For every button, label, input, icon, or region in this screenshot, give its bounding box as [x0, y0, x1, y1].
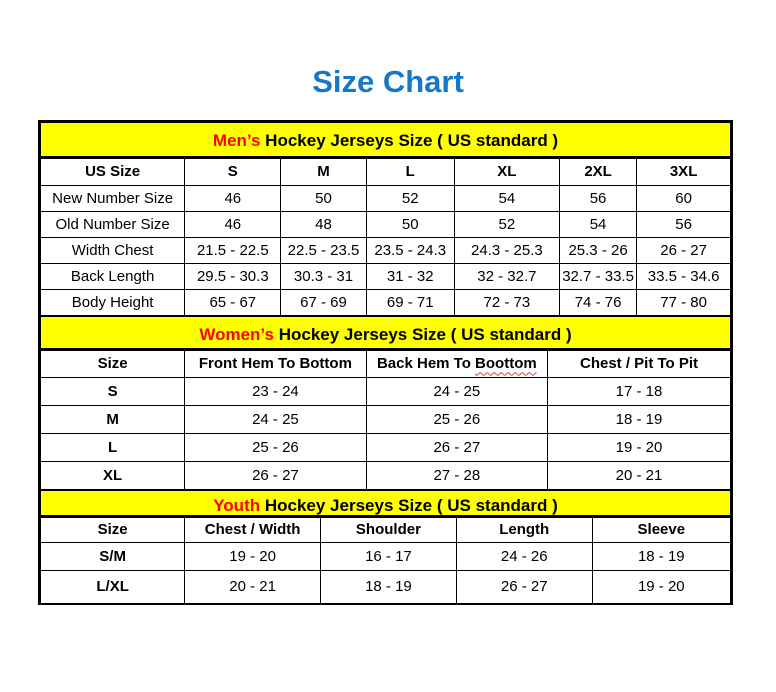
- table-row: [41, 263, 730, 289]
- value-cell: 32.7 - 33.5: [559, 263, 636, 289]
- value-cell: 30.3 - 31: [281, 263, 366, 289]
- value-cell: 56: [559, 185, 636, 211]
- row-label-cell: L/XL: [41, 570, 185, 603]
- value-cell: 46: [185, 185, 281, 211]
- row-label-cell: S/M: [41, 542, 185, 570]
- value-cell: 19 - 20: [548, 433, 730, 461]
- value-cell: 50: [366, 211, 454, 237]
- size-chart-box: [38, 120, 733, 605]
- value-cell: 60: [637, 185, 730, 211]
- value-cell: 23.5 - 24.3: [366, 237, 454, 263]
- table-row: [41, 461, 730, 489]
- value-cell: 18 - 19: [548, 405, 730, 433]
- value-cell: 74 - 76: [559, 289, 636, 315]
- page-title: Size Chart: [312, 64, 464, 99]
- womens-header-misspelled-word: Boottom: [475, 355, 537, 373]
- youth-section-accent-label: Youth: [213, 496, 261, 515]
- row-label-cell: Old Number Size: [41, 211, 185, 237]
- value-cell: 29.5 - 30.3: [185, 263, 281, 289]
- value-cell: 20 - 21: [185, 570, 321, 603]
- mens-header-cell: M: [281, 159, 366, 185]
- mens-section-title-text: Hockey Jerseys Size ( US standard ): [260, 131, 559, 150]
- value-cell: 50: [281, 185, 366, 211]
- youth-header-cell: Shoulder: [321, 518, 457, 542]
- value-cell: 23 - 24: [185, 377, 366, 405]
- value-cell: 54: [559, 211, 636, 237]
- youth-size-table: [41, 518, 730, 603]
- table-row: [41, 237, 730, 263]
- womens-header-cell: [366, 351, 547, 377]
- value-cell: 52: [454, 211, 559, 237]
- row-label-cell: Width Chest: [41, 237, 185, 263]
- value-cell: 24 - 25: [366, 377, 547, 405]
- value-cell: 33.5 - 34.6: [637, 263, 730, 289]
- value-cell: 54: [454, 185, 559, 211]
- table-row: [41, 405, 730, 433]
- value-cell: 69 - 71: [366, 289, 454, 315]
- womens-size-table: [41, 351, 730, 489]
- value-cell: 27 - 28: [366, 461, 547, 489]
- mens-section-header: [41, 123, 730, 159]
- youth-section-title-text: Hockey Jerseys Size ( US standard ): [260, 496, 558, 515]
- value-cell: 18 - 19: [321, 570, 457, 603]
- row-label-cell: S: [41, 377, 185, 405]
- value-cell: 48: [281, 211, 366, 237]
- row-label-cell: L: [41, 433, 185, 461]
- value-cell: 26 - 27: [366, 433, 547, 461]
- youth-header-cell: Size: [41, 518, 185, 542]
- mens-header-cell: L: [366, 159, 454, 185]
- value-cell: 67 - 69: [281, 289, 366, 315]
- value-cell: 25 - 26: [366, 405, 547, 433]
- mens-header-cell: US Size: [41, 159, 185, 185]
- value-cell: 24 - 25: [185, 405, 366, 433]
- value-cell: 22.5 - 23.5: [281, 237, 366, 263]
- table-row: [41, 570, 730, 603]
- mens-section-accent-label: Men’s: [212, 131, 261, 150]
- value-cell: 26 - 27: [637, 237, 730, 263]
- womens-header-cell: Size: [41, 351, 185, 377]
- youth-header-cell: Sleeve: [592, 518, 730, 542]
- womens-header-cell: Chest / Pit To Pit: [548, 351, 730, 377]
- value-cell: 25 - 26: [185, 433, 366, 461]
- mens-header-row: [41, 159, 730, 185]
- value-cell: 19 - 20: [185, 542, 321, 570]
- value-cell: 26 - 27: [185, 461, 366, 489]
- womens-header-back-hem-text: Back Hem To: [376, 355, 476, 373]
- value-cell: 21.5 - 22.5: [185, 237, 281, 263]
- table-row: [41, 289, 730, 315]
- value-cell: 18 - 19: [592, 542, 730, 570]
- value-cell: 31 - 32: [366, 263, 454, 289]
- table-row: [41, 433, 730, 461]
- womens-section-accent-label: Women’s: [199, 325, 274, 344]
- row-label-cell: Body Height: [41, 289, 185, 315]
- womens-section-header: [41, 315, 730, 351]
- row-label-cell: Back Length: [41, 263, 185, 289]
- value-cell: 20 - 21: [548, 461, 730, 489]
- youth-section-header: [41, 489, 730, 518]
- womens-header-cell: Front Hem To Bottom: [185, 351, 366, 377]
- value-cell: 46: [185, 211, 281, 237]
- table-row: [41, 211, 730, 237]
- value-cell: 16 - 17: [321, 542, 457, 570]
- mens-header-cell: 3XL: [637, 159, 730, 185]
- womens-header-row: [41, 351, 730, 377]
- youth-header-cell: Length: [456, 518, 592, 542]
- value-cell: 52: [366, 185, 454, 211]
- youth-header-cell: Chest / Width: [185, 518, 321, 542]
- row-label-cell: New Number Size: [41, 185, 185, 211]
- value-cell: 19 - 20: [592, 570, 730, 603]
- value-cell: 17 - 18: [548, 377, 730, 405]
- table-row: [41, 377, 730, 405]
- value-cell: 77 - 80: [637, 289, 730, 315]
- youth-header-row: [41, 518, 730, 542]
- mens-header-cell: 2XL: [559, 159, 636, 185]
- value-cell: 65 - 67: [185, 289, 281, 315]
- mens-header-cell: S: [185, 159, 281, 185]
- row-label-cell: XL: [41, 461, 185, 489]
- mens-size-table: [41, 159, 730, 315]
- value-cell: 26 - 27: [456, 570, 592, 603]
- womens-section-title-text: Hockey Jerseys Size ( US standard ): [273, 325, 572, 344]
- value-cell: 24.3 - 25.3: [454, 237, 559, 263]
- table-row: [41, 185, 730, 211]
- table-row: [41, 542, 730, 570]
- value-cell: 72 - 73: [454, 289, 559, 315]
- value-cell: 56: [637, 211, 730, 237]
- row-label-cell: M: [41, 405, 185, 433]
- value-cell: 25.3 - 26: [559, 237, 636, 263]
- value-cell: 24 - 26: [456, 542, 592, 570]
- value-cell: 32 - 32.7: [454, 263, 559, 289]
- mens-header-cell: XL: [454, 159, 559, 185]
